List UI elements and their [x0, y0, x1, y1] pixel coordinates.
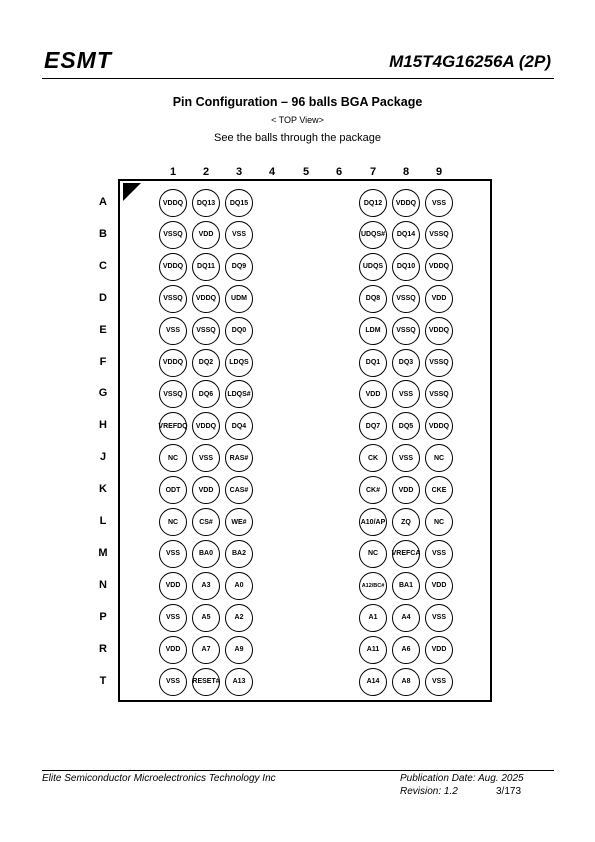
ball-pin: A13	[225, 668, 253, 696]
ball-pin: A1	[359, 604, 387, 632]
ball-pin: NC	[425, 508, 453, 536]
publication-date: Publication Date: Aug. 2025	[400, 773, 524, 784]
revision: Revision: 1.2	[400, 785, 458, 797]
ball-pin: VDD	[425, 285, 453, 313]
ball-pin: VDDQ	[192, 285, 220, 313]
ball-pin: VSSQ	[425, 380, 453, 408]
ball-pin: VSS	[392, 444, 420, 472]
column-header: 5	[302, 166, 310, 178]
ball-pin: VSSQ	[159, 221, 187, 249]
row-header: L	[99, 515, 107, 527]
ball-pin: VDD	[159, 572, 187, 600]
header-divider	[42, 78, 554, 79]
ball-pin: VSS	[225, 221, 253, 249]
row-header: F	[99, 355, 107, 368]
ball-pin: VSS	[392, 380, 420, 408]
ball-pin: A10/AP	[359, 508, 387, 536]
ball-pin: BA1	[392, 572, 420, 600]
page-number: 3/173	[496, 785, 522, 797]
ball-pin: DQ2	[192, 349, 220, 377]
ball-pin: A4	[392, 604, 420, 632]
ball-pin: DQ12	[359, 189, 387, 217]
row-header: H	[99, 419, 107, 432]
ball-pin: VSSQ	[159, 285, 187, 313]
row-header: M	[98, 546, 108, 559]
row-header: R	[99, 642, 107, 655]
ball-pin: A12/BC#	[359, 572, 387, 600]
ball-pin: DQ10	[392, 253, 420, 281]
ball-pin: VSS	[159, 317, 187, 345]
company-logo: ESMT	[44, 47, 112, 73]
view-subtitle: < TOP View>	[271, 115, 324, 125]
footer-publication-info	[400, 773, 524, 798]
ball-pin: NC	[159, 444, 187, 472]
ball-pin: VDDQ	[425, 412, 453, 440]
ball-pin: NC	[159, 508, 187, 536]
ball-pin: RAS#	[225, 444, 253, 472]
ball-pin: VDDQ	[425, 317, 453, 345]
ball-pin: VDD	[192, 221, 220, 249]
ball-pin: CK	[359, 444, 387, 472]
ball-pin: A8	[392, 668, 420, 696]
ball-pin: CKE	[425, 476, 453, 504]
row-header: J	[99, 451, 107, 464]
ball-pin: WE#	[225, 508, 253, 536]
ball-pin: VSS	[159, 604, 187, 632]
ball-pin: VSSQ	[392, 317, 420, 345]
ball-pin: DQ3	[392, 349, 420, 377]
row-header: P	[99, 610, 107, 623]
ball-pin: RESET#	[192, 668, 220, 696]
column-header: 9	[435, 166, 443, 178]
ball-pin: CK#	[359, 476, 387, 504]
ball-pin: DQ11	[192, 253, 220, 281]
ball-pin: VDD	[159, 636, 187, 664]
ball-pin: A5	[192, 604, 220, 632]
ball-pin: VSSQ	[425, 221, 453, 249]
ball-pin: DQ14	[392, 221, 420, 249]
ball-pin: VSSQ	[192, 317, 220, 345]
ball-pin: VSS	[425, 668, 453, 696]
page-title: Pin Configuration – 96 balls BGA Package	[172, 95, 423, 109]
ball-pin: UDQS	[359, 253, 387, 281]
ball-pin: VSS	[425, 189, 453, 217]
ball-pin: VDDQ	[159, 253, 187, 281]
ball-pin: DQ4	[225, 412, 253, 440]
ball-pin: LDM	[359, 317, 387, 345]
footer-company: Elite Semiconductor Microelectronics Technology Inc	[42, 773, 276, 784]
ball-pin: DQ15	[225, 189, 253, 217]
ball-pin: VREFDQ	[159, 412, 187, 440]
ball-pin: DQ6	[192, 380, 220, 408]
ball-pin: VSS	[425, 604, 453, 632]
ball-pin: A11	[359, 636, 387, 664]
ball-pin: DQ0	[225, 317, 253, 345]
ball-pin: VSSQ	[425, 349, 453, 377]
ball-pin: VSS	[159, 540, 187, 568]
part-number: M15T4G16256A (2P)	[389, 52, 551, 71]
ball-pin: DQ13	[192, 189, 220, 217]
ball-pin: A9	[225, 636, 253, 664]
column-header: 8	[402, 166, 410, 178]
ball-pin: LDQS#	[225, 380, 253, 408]
ball-pin: A2	[225, 604, 253, 632]
column-header: 1	[169, 166, 177, 178]
ball-pin: ZQ	[392, 508, 420, 536]
ball-pin: DQ1	[359, 349, 387, 377]
ball-pin: CS#	[192, 508, 220, 536]
ball-pin: VDD	[392, 476, 420, 504]
ball-pin: CAS#	[225, 476, 253, 504]
ball-pin: NC	[425, 444, 453, 472]
row-header: T	[99, 674, 107, 687]
row-header: K	[99, 483, 107, 496]
ball-pin: VDDQ	[159, 189, 187, 217]
column-header: 4	[268, 166, 276, 178]
ball-pin: A7	[192, 636, 220, 664]
ball-pin: VSSQ	[159, 380, 187, 408]
row-header: A	[99, 196, 107, 208]
view-note: See the balls through the package	[214, 132, 381, 144]
footer-divider	[42, 770, 554, 771]
ball-pin: NC	[359, 540, 387, 568]
ball-pin: VSSQ	[392, 285, 420, 313]
ball-pin: LDQS	[225, 349, 253, 377]
column-header: 7	[369, 166, 377, 178]
row-header: E	[99, 323, 107, 336]
ball-pin: VDD	[192, 476, 220, 504]
ball-pin: VDD	[425, 636, 453, 664]
ball-pin: DQ9	[225, 253, 253, 281]
pin1-corner-marker	[123, 183, 141, 201]
ball-pin: A14	[359, 668, 387, 696]
ball-pin: VDDQ	[392, 189, 420, 217]
ball-pin: VSS	[192, 444, 220, 472]
ball-pin: VDDQ	[192, 412, 220, 440]
ball-pin: UDQS#	[359, 221, 387, 249]
ball-pin: BA0	[192, 540, 220, 568]
row-header: N	[99, 578, 107, 591]
ball-pin: VDDQ	[159, 349, 187, 377]
ball-pin: BA2	[225, 540, 253, 568]
column-header: 3	[235, 166, 243, 178]
ball-pin: VSS	[425, 540, 453, 568]
ball-pin: VSS	[159, 668, 187, 696]
column-header: 6	[335, 166, 343, 178]
ball-pin: DQ5	[392, 412, 420, 440]
row-header: D	[99, 291, 107, 304]
ball-pin: VDDQ	[425, 253, 453, 281]
column-header: 2	[202, 166, 210, 178]
ball-pin: VDD	[359, 380, 387, 408]
ball-pin: DQ8	[359, 285, 387, 313]
ball-pin: VREFCA	[392, 540, 420, 568]
ball-pin: DQ7	[359, 412, 387, 440]
ball-pin: A6	[392, 636, 420, 664]
row-header: G	[98, 387, 108, 400]
row-header: B	[99, 227, 107, 240]
ball-pin: A3	[192, 572, 220, 600]
ball-pin: ODT	[159, 476, 187, 504]
ball-pin: VDD	[425, 572, 453, 600]
ball-pin: UDM	[225, 285, 253, 313]
ball-pin: A0	[225, 572, 253, 600]
row-header: C	[99, 259, 107, 272]
